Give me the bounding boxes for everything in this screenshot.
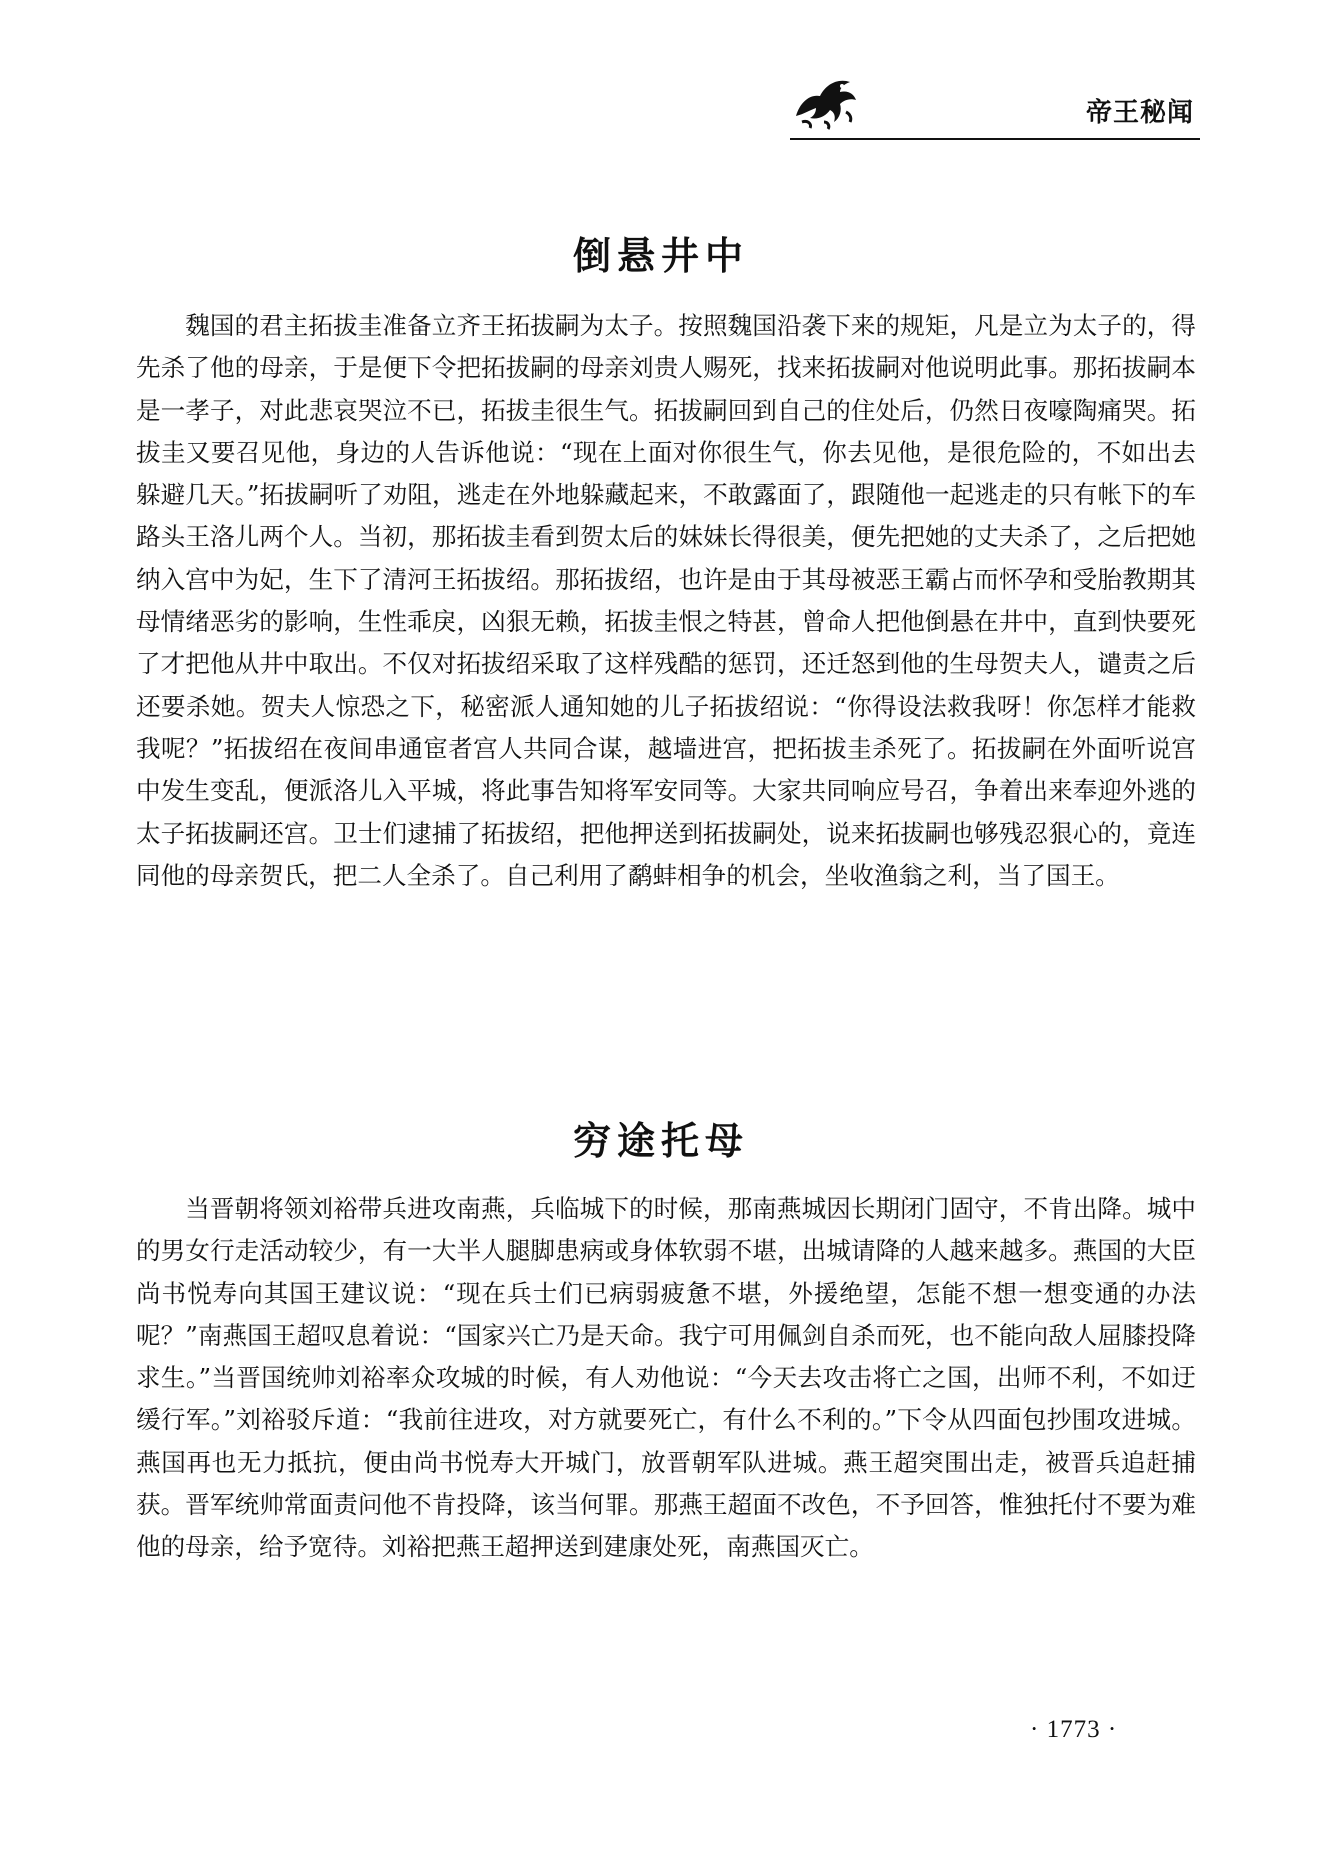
running-title: 帝王秘闻 [1085, 98, 1194, 128]
header-rule [790, 138, 1200, 140]
dragon-icon [790, 72, 860, 130]
section-body-1: 魏国的君主拓拔圭准备立齐王拓拔嗣为太子。按照魏国沿袭下来的规矩，凡是立为太子的，得先杀了他的母亲，于是便下令把拓拔嗣的母亲刘贵人赐死，找来拓拔嗣对他说明此事。那拓拔嗣本是一孝子，对此悲哀哭泣不已，拓拔圭很生气。拓拔嗣回到自己的住处后，仍然日夜嚎陶痛哭。拓拔圭又要召见他，身边的人告诉他说：“现在上面对你很生气，你去见他，是很危险的，不如出去躲避几天。”拓拔嗣听了劝阻，逃走在外地躲藏起来，不敢露面了，跟随他一起逃走的只有帐下的车路头王洛儿两个人。当初，那拓拔圭看到贺太后的妹妹长得很美，便先把她的丈夫杀了，之后把她纳入宫中为妃，生下了清河王拓拔绍。那拓拔绍，也许是由于其母被恶王霸占而怀孕和受胎教期其母情绪恶劣的影响，生性乖戾，凶狠无赖，拓拔圭恨之特甚，曾命人把他倒悬在井中，直到快要死了才把他从井中取出。不仅对拓拔绍采取了这样残酷的惩罚，还迁怒到他的生母贺夫人，谴责之后还要杀她。贺夫人惊恐之下，秘密派人通知她的儿子拓拔绍说：“你得设法救我呀！你怎样才能救我呢？”拓拔绍在夜间串通宦者宫人共同合谋，越墙进宫，把拓拔圭杀死了。拓拔嗣在外面听说宫中发生变乱，便派洛儿入平城，将此事告知将军安同等。大家共同响应号召，争着出来奉迎外逃的太子拓拔嗣还宫。卫士们逮捕了拓拔绍，把他押送到拓拔嗣处，说来拓拔嗣也够残忍狠心的，竟连同他的母亲贺氏，把二人全杀了。自己利用了鹬蚌相争的机会，坐收渔翁之利，当了国王。 [136, 311, 1196, 890]
section-body-2: 当晋朝将领刘裕带兵进攻南燕，兵临城下的时候，那南燕城因长期闭门固守，不肯出降。城中的男女行走活动较少，有一大半人腿脚患病或身体软弱不堪，出城请降的人越来越多。燕国的大臣尚书悦寿向其国王建议说：“现在兵士们已病弱疲惫不堪，外援绝望，怎能不想一想变通的办法呢？”南燕国王超叹息着说：“国家兴亡乃是天命。我宁可用佩剑自杀而死，也不能向敌人屈膝投降求生。”当晋国统帅刘裕率众攻城的时候，有人劝他说：“今天去攻击将亡之国，出师不利，不如迂缓行军。”刘裕驳斥道：“我前往进攻，对方就要死亡，有什么不利的。”下令从四面包抄围攻进城。燕国再也无力抵抗，便由尚书悦寿大开城门，放晋朝军队进城。燕王超突围出走，被晋兵追赶捕获。晋军统帅常面责问他不肯投降，该当何罪。那燕王超面不改色，不予回答，惟独托付不要为难他的母亲，给予宽待。刘裕把燕王超押送到建康处死，南燕国灭亡。 [136, 1194, 1196, 1562]
section-title-2: 穷途托母 [572, 1119, 749, 1164]
section-title-1: 倒悬井中 [572, 234, 749, 279]
page-number: · 1773 · [1030, 1716, 1118, 1743]
running-header [790, 70, 1200, 140]
